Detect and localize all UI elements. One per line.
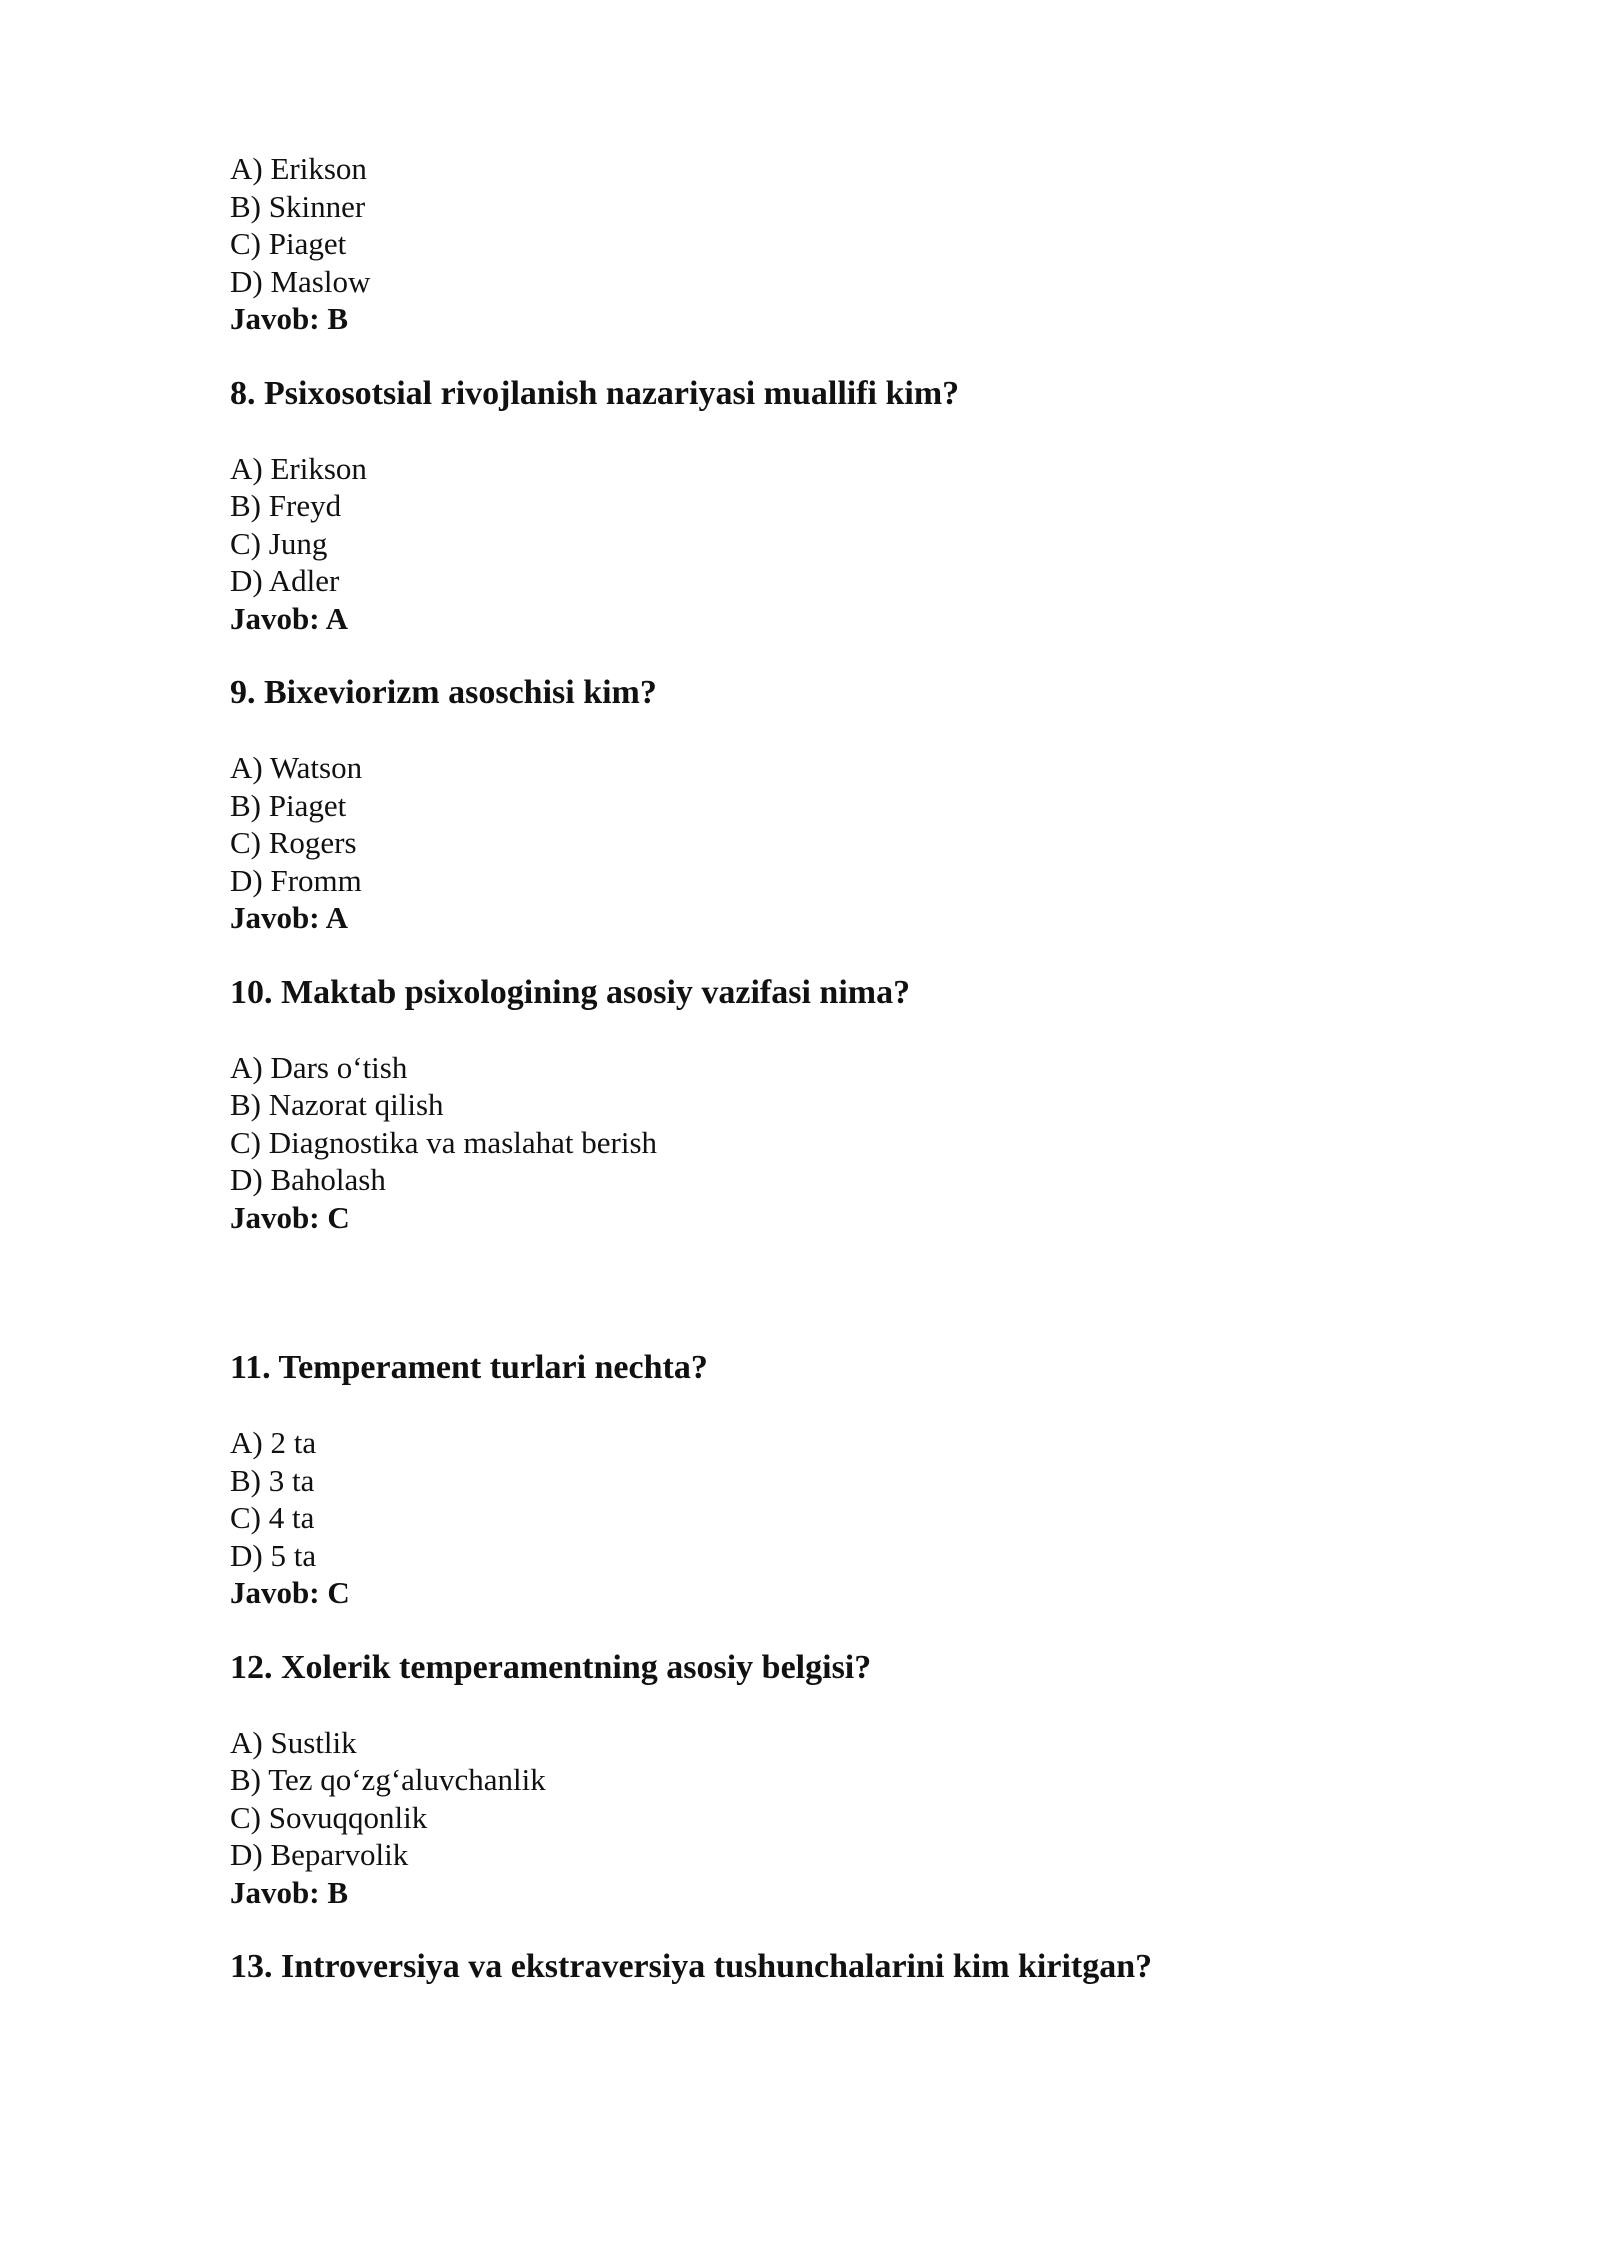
question-title: 12. Xolerik temperamentning asosiy belgisi? (230, 1648, 872, 1686)
option-b: B) Piaget (230, 787, 347, 823)
question-block-12 (230, 1648, 1430, 1912)
option-b: B) Tez qo‘zg‘aluvchanlik (230, 1762, 546, 1797)
option-d: D) Maslow (230, 263, 371, 299)
question-block-9 (230, 673, 1430, 937)
option-a: A) Watson (230, 750, 363, 785)
answer-line: Javob: A (230, 900, 348, 935)
answer-line: Javob: B (230, 1874, 348, 1910)
question-title: 8. Psixosotsial rivojlanish nazariyasi muallifi kim? (230, 374, 960, 412)
option-d: D) 5 ta (230, 1537, 317, 1573)
question-title: 9. Bixeviorizm asoschisi kim? (230, 674, 657, 711)
option-b: B) Freyd (230, 488, 342, 523)
option-d: D) Fromm (230, 862, 362, 898)
option-c: C) Rogers (230, 825, 357, 860)
option-d: D) Baholash (230, 1162, 386, 1197)
option-c: C) Sovuqqonlik (230, 1799, 428, 1835)
option-b: B) 3 ta (230, 1462, 315, 1498)
question-block-7 (230, 150, 1430, 338)
answer-line: Javob: A (230, 600, 348, 636)
option-c: C) 4 ta (230, 1500, 315, 1535)
option-a: A) Sustlik (230, 1724, 357, 1760)
question-block-11 (230, 1348, 1430, 1612)
option-a: A) 2 ta (230, 1425, 317, 1460)
question-title: 11. Temperament turlari nechta? (230, 1349, 708, 1386)
question-title: 10. Maktab psixologining asosiy vazifasi nima? (230, 973, 911, 1011)
option-a: A) Dars o‘tish (230, 1049, 408, 1085)
option-d: D) Beparvolik (230, 1837, 409, 1872)
answer-line: Javob: C (230, 1575, 350, 1610)
option-c: C) Jung (230, 525, 328, 561)
option-b: B) Nazorat qilish (230, 1087, 444, 1122)
answer-line: Javob: B (230, 301, 348, 336)
answer-line: Javob: C (230, 1199, 350, 1235)
option-b: B) Skinner (230, 188, 366, 224)
option-a: A) Erikson (230, 450, 367, 486)
option-d: D) Adler (230, 563, 340, 598)
option-a: A) Erikson (230, 151, 367, 186)
question-block-13 (230, 1947, 1430, 1987)
option-c: C) Piaget (230, 226, 347, 261)
question-block-8 (230, 374, 1430, 638)
document-page (230, 150, 1430, 1987)
question-block-10 (230, 973, 1430, 1237)
question-title: 13. Introversiya va ekstraversiya tushunchalarini kim kiritgan? (230, 1948, 1153, 1985)
option-c: C) Diagnostika va maslahat berish (230, 1124, 658, 1160)
